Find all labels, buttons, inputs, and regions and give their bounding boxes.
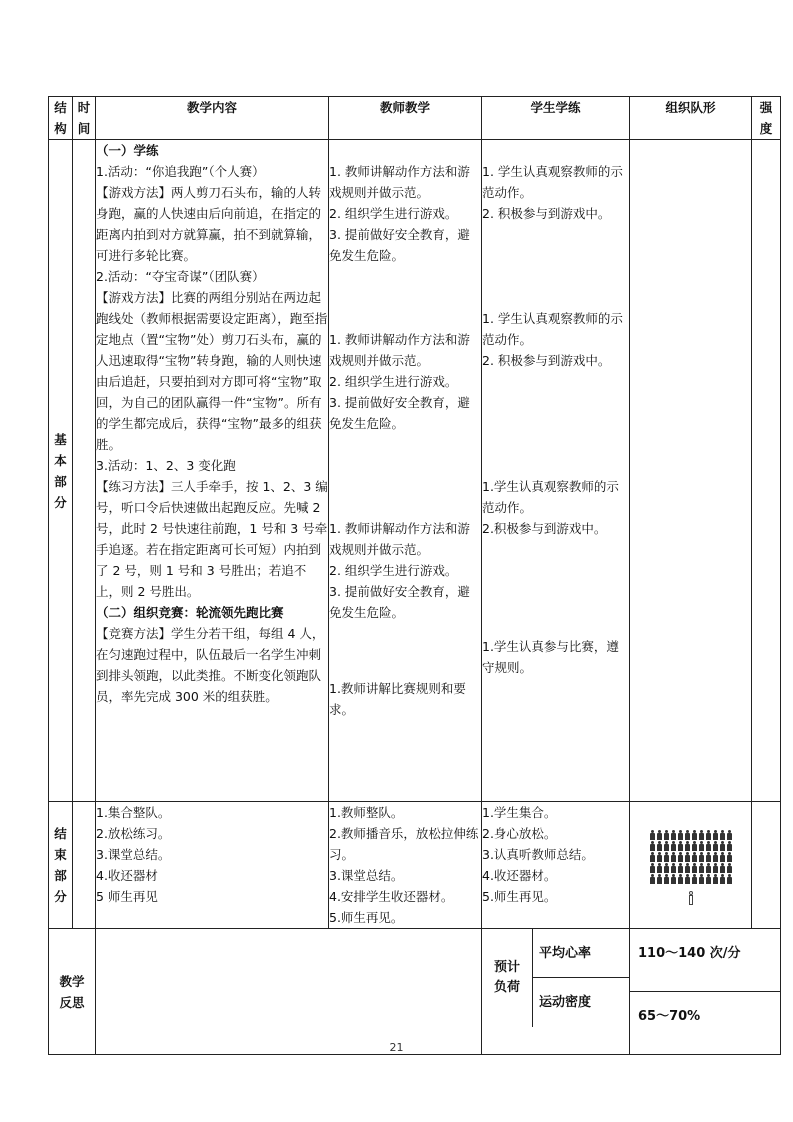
basic-teacher-cell (329, 140, 482, 802)
student-figure-icon (727, 852, 732, 862)
teacher-item: 2. 组织学生进行游戏。 (329, 563, 458, 578)
ending-student-cell (482, 802, 630, 929)
teacher-group-4 (329, 678, 481, 720)
ending-teacher-item: 4.安排学生收还器材。 (329, 889, 454, 904)
student-item: 2. 积极参与到游戏中。 (482, 206, 611, 221)
activity-3-title: 3.活动：1、2、3 变化跑 (96, 458, 236, 473)
student-figure-icon (727, 841, 732, 851)
student-figure-icon (720, 874, 725, 884)
student-group-4 (482, 636, 629, 678)
formation-row (650, 830, 732, 840)
header-intensity: 强 度 (752, 97, 781, 140)
student-figure-icon (650, 830, 655, 840)
student-formation-icon (630, 802, 751, 905)
ending-student-item: 5.师生再见。 (482, 889, 557, 904)
basic-section-label: 基 本 部 分 (49, 140, 73, 802)
ending-teacher-item: 3.课堂总结。 (329, 868, 404, 883)
student-figure-icon (678, 863, 683, 873)
student-figure-icon (720, 830, 725, 840)
ending-student-item: 4.收还器材。 (482, 868, 557, 883)
load-cell (482, 929, 630, 1055)
student-item: 2. 积极参与到游戏中。 (482, 353, 611, 368)
student-figure-icon (713, 830, 718, 840)
student-figure-icon (699, 874, 704, 884)
reflection-row-1 (49, 929, 781, 992)
teacher-item: 2. 组织学生进行游戏。 (329, 374, 458, 389)
student-figure-icon (671, 874, 676, 884)
student-item: 1. 学生认真观察教师的示范动作。 (482, 164, 623, 200)
ending-content-cell (96, 802, 329, 929)
student-figure-icon (692, 852, 697, 862)
student-figure-icon (699, 841, 704, 851)
student-figure-icon (678, 830, 683, 840)
student-figure-icon (699, 852, 704, 862)
reflection-label: 教学 反思 (49, 929, 96, 1055)
teacher-item: 3. 提前做好安全教育，避免发生危险。 (329, 584, 470, 620)
student-figure-icon (699, 830, 704, 840)
ending-section-row (49, 802, 781, 929)
student-figure-icon (650, 863, 655, 873)
header-content: 教学内容 (96, 97, 329, 140)
activity-2-method: 【游戏方法】比赛的两组分别站在两边起跑线处（教师根据需要设定距离），跑至指定地点（置“宝物”处）剪刀石头布，赢的人迅速取得“宝物”转身跑，输的人则快速由后追赶，只要拍到对方即可将“宝物”取回，为自己的团队赢得一件“宝物”。所有的学生都完成后，获得“宝物”最多的组获胜。 (96, 290, 328, 452)
density-value: 65～70% (630, 992, 781, 1055)
student-item: 1.学生认真参与比赛，遵守规则。 (482, 639, 619, 675)
student-figure-icon (650, 874, 655, 884)
student-figure-icon (678, 874, 683, 884)
basic-content-cell (96, 140, 329, 802)
teacher-group-1 (329, 140, 481, 266)
ending-content-item: 5 师生再见 (96, 889, 158, 904)
student-figure-icon (692, 841, 697, 851)
student-figure-icon (650, 841, 655, 851)
header-structure: 结 构 (49, 97, 73, 140)
teacher-group-3 (329, 518, 481, 623)
ending-intensity-cell (752, 802, 781, 929)
student-figure-icon (650, 852, 655, 862)
student-item: 1. 学生认真观察教师的示范动作。 (482, 311, 623, 347)
student-figure-icon (685, 830, 690, 840)
student-figure-icon (685, 874, 690, 884)
student-figure-icon (664, 841, 669, 851)
student-figure-icon (671, 841, 676, 851)
student-figure-icon (706, 830, 711, 840)
student-figure-icon (664, 852, 669, 862)
ending-student-item: 3.认真听教师总结。 (482, 847, 594, 862)
formation-row (650, 852, 732, 862)
student-figure-icon (657, 830, 662, 840)
header-teacher: 教师教学 (329, 97, 482, 140)
header-student: 学生学练 (482, 97, 630, 140)
formation-row (650, 874, 732, 884)
ending-student-item: 1.学生集合。 (482, 805, 557, 820)
student-figure-icon (678, 841, 683, 851)
teacher-figure-icon (688, 891, 694, 905)
section-title-learning: （一）学练 (96, 143, 159, 158)
page-number: 21 (389, 1041, 404, 1054)
basic-student-cell (482, 140, 630, 802)
student-figure-icon (685, 852, 690, 862)
ending-teacher-item: 1.教师整队。 (329, 805, 404, 820)
student-figure-icon (678, 852, 683, 862)
heart-rate-label: 平均心率 (533, 929, 629, 978)
student-figure-icon (713, 841, 718, 851)
teacher-item: 3. 提前做好安全教育，避免发生危险。 (329, 395, 470, 431)
ending-formation-cell (630, 802, 752, 929)
student-figure-icon (664, 830, 669, 840)
student-figure-icon (699, 863, 704, 873)
ending-content-item: 3.课堂总结。 (96, 847, 171, 862)
student-figure-icon (657, 852, 662, 862)
activity-2-title: 2.活动：“夺宝奇谋”（团队赛） (96, 269, 265, 284)
load-label: 预计 负荷 (482, 929, 533, 1027)
teacher-item: 1.教师讲解比赛规则和要求。 (329, 681, 466, 717)
ending-content-item: 1.集合整队。 (96, 805, 171, 820)
student-item: 2.积极参与到游戏中。 (482, 521, 607, 536)
student-figure-icon (685, 841, 690, 851)
ending-content-item: 2.放松练习。 (96, 826, 171, 841)
ending-teacher-item: 5.师生再见。 (329, 910, 404, 925)
student-figure-icon (706, 852, 711, 862)
teacher-item: 1. 教师讲解动作方法和游戏规则并做示范。 (329, 521, 470, 557)
activity-3-method: 【练习方法】三人手牵手，按 1、2、3 编号，听口令后快速做出起跑反应。先喊 2 号，此时 2 号快速往前跑，1 号和 3 号牵手追逐。若在指定距离可长可短）内拍到了 2 号，则 1 号和 3 号胜出；若追不上，则 2 号胜出。 (96, 479, 328, 599)
student-figure-icon (727, 863, 732, 873)
student-figure-icon (706, 874, 711, 884)
formation-row (650, 863, 732, 873)
student-figure-icon (657, 863, 662, 873)
student-figure-icon (713, 863, 718, 873)
student-figure-icon (713, 852, 718, 862)
student-item: 1.学生认真观察教师的示范动作。 (482, 479, 619, 515)
heart-rate-value: 110～140 次/分 (630, 929, 781, 992)
density-label: 运动密度 (539, 995, 592, 1010)
student-group-2 (482, 308, 629, 371)
ending-section-label: 结 束 部 分 (49, 802, 73, 929)
student-figure-icon (720, 841, 725, 851)
student-figure-icon (692, 830, 697, 840)
student-group-1 (482, 140, 629, 224)
teacher-item: 2. 组织学生进行游戏。 (329, 206, 458, 221)
header-formation: 组织队形 (630, 97, 752, 140)
student-figure-icon (727, 830, 732, 840)
student-figure-icon (706, 863, 711, 873)
student-figure-icon (657, 874, 662, 884)
basic-time-cell (73, 140, 96, 802)
student-figure-icon (685, 863, 690, 873)
formation-row (650, 841, 732, 851)
student-figure-icon (720, 863, 725, 873)
ending-teacher-item: 2.教师播音乐，放松拉伸练习。 (329, 826, 479, 862)
teacher-item: 1. 教师讲解动作方法和游戏规则并做示范。 (329, 164, 470, 200)
student-figure-icon (671, 830, 676, 840)
section-title-competition: （二）组织竞赛：轮流领先跑比赛 (96, 605, 284, 620)
basic-intensity-cell (752, 140, 781, 802)
student-figure-icon (706, 841, 711, 851)
student-figure-icon (664, 863, 669, 873)
student-figure-icon (713, 874, 718, 884)
table-header-row (49, 97, 781, 140)
student-figure-icon (664, 874, 669, 884)
ending-time-cell (73, 802, 96, 929)
activity-1-method: 【游戏方法】两人剪刀石头布，输的人转身跑，赢的人快速由后向前追，在指定的距离内拍到对方就算赢，拍不到就算输，可进行多轮比赛。 (96, 185, 322, 263)
student-figure-icon (692, 874, 697, 884)
competition-method: 【竞赛方法】学生分若干组，每组 4 人，在匀速跑过程中，队伍最后一名学生冲刺到排头领跑，以此类推。不断变化领跑队员，率先完成 300 米的组获胜。 (96, 626, 325, 704)
reflection-content-cell (96, 929, 482, 1055)
basic-section-row (49, 140, 781, 802)
student-figure-icon (692, 863, 697, 873)
header-time: 时 间 (73, 97, 96, 140)
student-figure-icon (671, 863, 676, 873)
activity-1-title: 1.活动：“你追我跑”（个人赛） (96, 164, 265, 179)
student-figure-icon (727, 874, 732, 884)
ending-teacher-cell (329, 802, 482, 929)
ending-content-item: 4.收还器材 (96, 868, 158, 883)
student-figure-icon (671, 852, 676, 862)
student-group-3 (482, 476, 629, 539)
student-figure-icon (720, 852, 725, 862)
teacher-item: 3. 提前做好安全教育，避免发生危险。 (329, 227, 470, 263)
lesson-plan-table (48, 96, 781, 1055)
ending-student-item: 2.身心放松。 (482, 826, 557, 841)
student-figure-icon (657, 841, 662, 851)
teacher-group-2 (329, 329, 481, 434)
basic-formation-cell (630, 140, 752, 802)
teacher-item: 1. 教师讲解动作方法和游戏规则并做示范。 (329, 332, 470, 368)
